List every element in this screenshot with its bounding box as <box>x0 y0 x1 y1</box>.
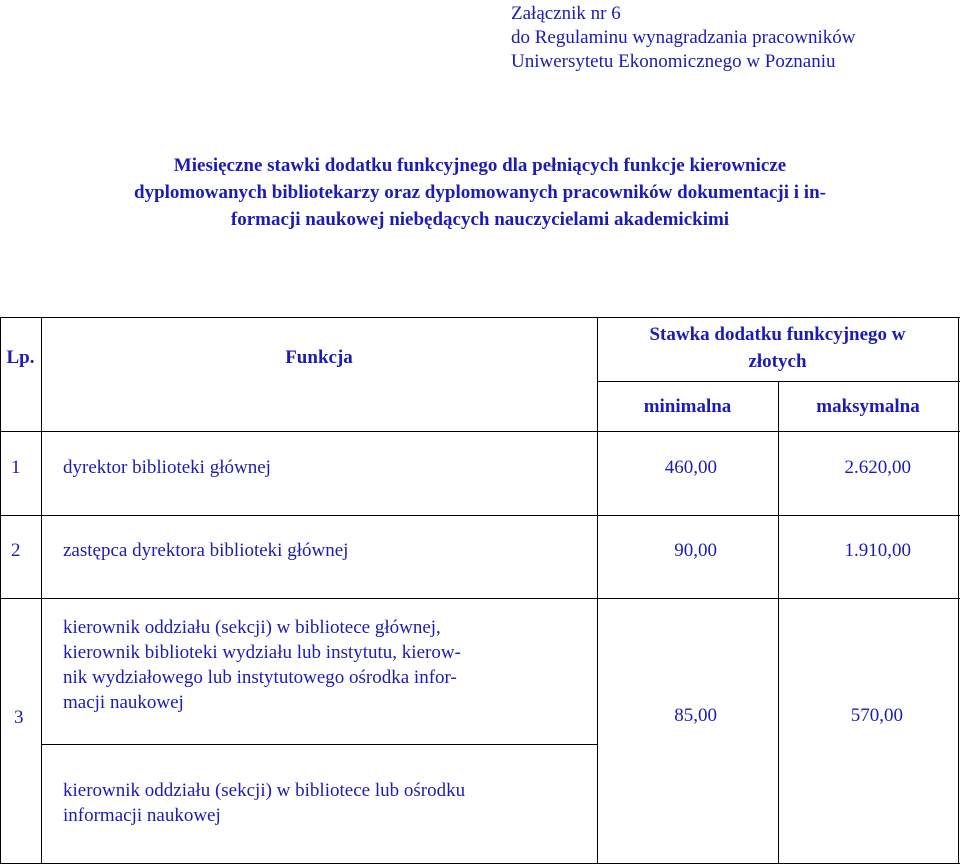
header-stawka-line-1: Stawka dodatku funkcyjnego w <box>649 324 906 345</box>
table-row-3-inner-line <box>41 744 598 745</box>
table-row-1-bottom <box>0 515 960 516</box>
header-lp: Lp. <box>6 347 35 368</box>
annex-line-2: do Regulaminu wynagradzania pracowników <box>511 27 856 48</box>
row-2-min: 90,00 <box>674 540 717 561</box>
row-1-min: 460,00 <box>664 457 717 478</box>
table-row-2-bottom <box>0 598 960 599</box>
row-3-funkcja-a <box>63 615 461 715</box>
row-2-funkcja: zastępca dyrektora biblioteki głównej <box>63 540 349 561</box>
row-3-min: 85,00 <box>674 705 717 726</box>
table-col-min-divider <box>778 381 779 864</box>
annex-line-1: Załącznik nr 6 <box>511 3 621 24</box>
header-funkcja: Funkcja <box>285 347 353 368</box>
table-border-right <box>958 317 959 864</box>
row-3-funkcja-b-line-2: informacji naukowej <box>63 805 221 826</box>
row-3-funkcja-b-line-1: kierownik oddziału (sekcji) w bibliotece lub ośrodku <box>63 780 466 801</box>
table-header-bottom <box>0 431 960 432</box>
row-1-funkcja: dyrektor biblioteki głównej <box>63 457 271 478</box>
table-border-top <box>0 317 960 318</box>
document-title <box>0 152 960 233</box>
row-3-funkcja-a-line-3: nik wydziałowego lub instytutowego ośrodka infor- <box>63 667 457 688</box>
row-1-max: 2.620,00 <box>844 457 911 478</box>
annex-header <box>511 2 856 74</box>
row-3-max: 570,00 <box>850 705 903 726</box>
row-2-max: 1.910,00 <box>844 540 911 561</box>
table-border-left <box>0 317 1 864</box>
row-2-lp: 2 <box>11 540 21 561</box>
header-maksymalna: maksymalna <box>816 396 920 417</box>
row-3-lp: 3 <box>14 707 24 728</box>
table-col-lp-divider <box>41 317 42 864</box>
title-line-1: Miesięczne stawki dodatku funkcyjnego dla pełniących funkcje kierownicze <box>173 155 787 176</box>
row-1-lp: 1 <box>11 457 21 478</box>
row-3-funkcja-b <box>63 778 465 828</box>
row-3-funkcja-a-line-1: kierownik oddziału (sekcji) w bibliotece głównej, <box>63 617 441 638</box>
row-3-funkcja-a-line-2: kierownik biblioteki wydziału lub instytutu, kierow- <box>63 642 461 663</box>
header-minimalna: minimalna <box>643 396 732 417</box>
title-line-3: formacji naukowej niebędących nauczycielami akademickimi <box>230 209 730 230</box>
title-line-2: dyplomowanych bibliotekarzy oraz dyplomowanych pracowników dokumentacji i in- <box>134 182 826 203</box>
row-3-funkcja-a-line-4: macji naukowej <box>63 692 184 713</box>
annex-line-3: Uniwersytetu Ekonomicznego w Poznaniu <box>511 51 836 72</box>
table-border-bottom <box>0 863 960 864</box>
header-stawka-line-2: złotych <box>748 351 807 372</box>
